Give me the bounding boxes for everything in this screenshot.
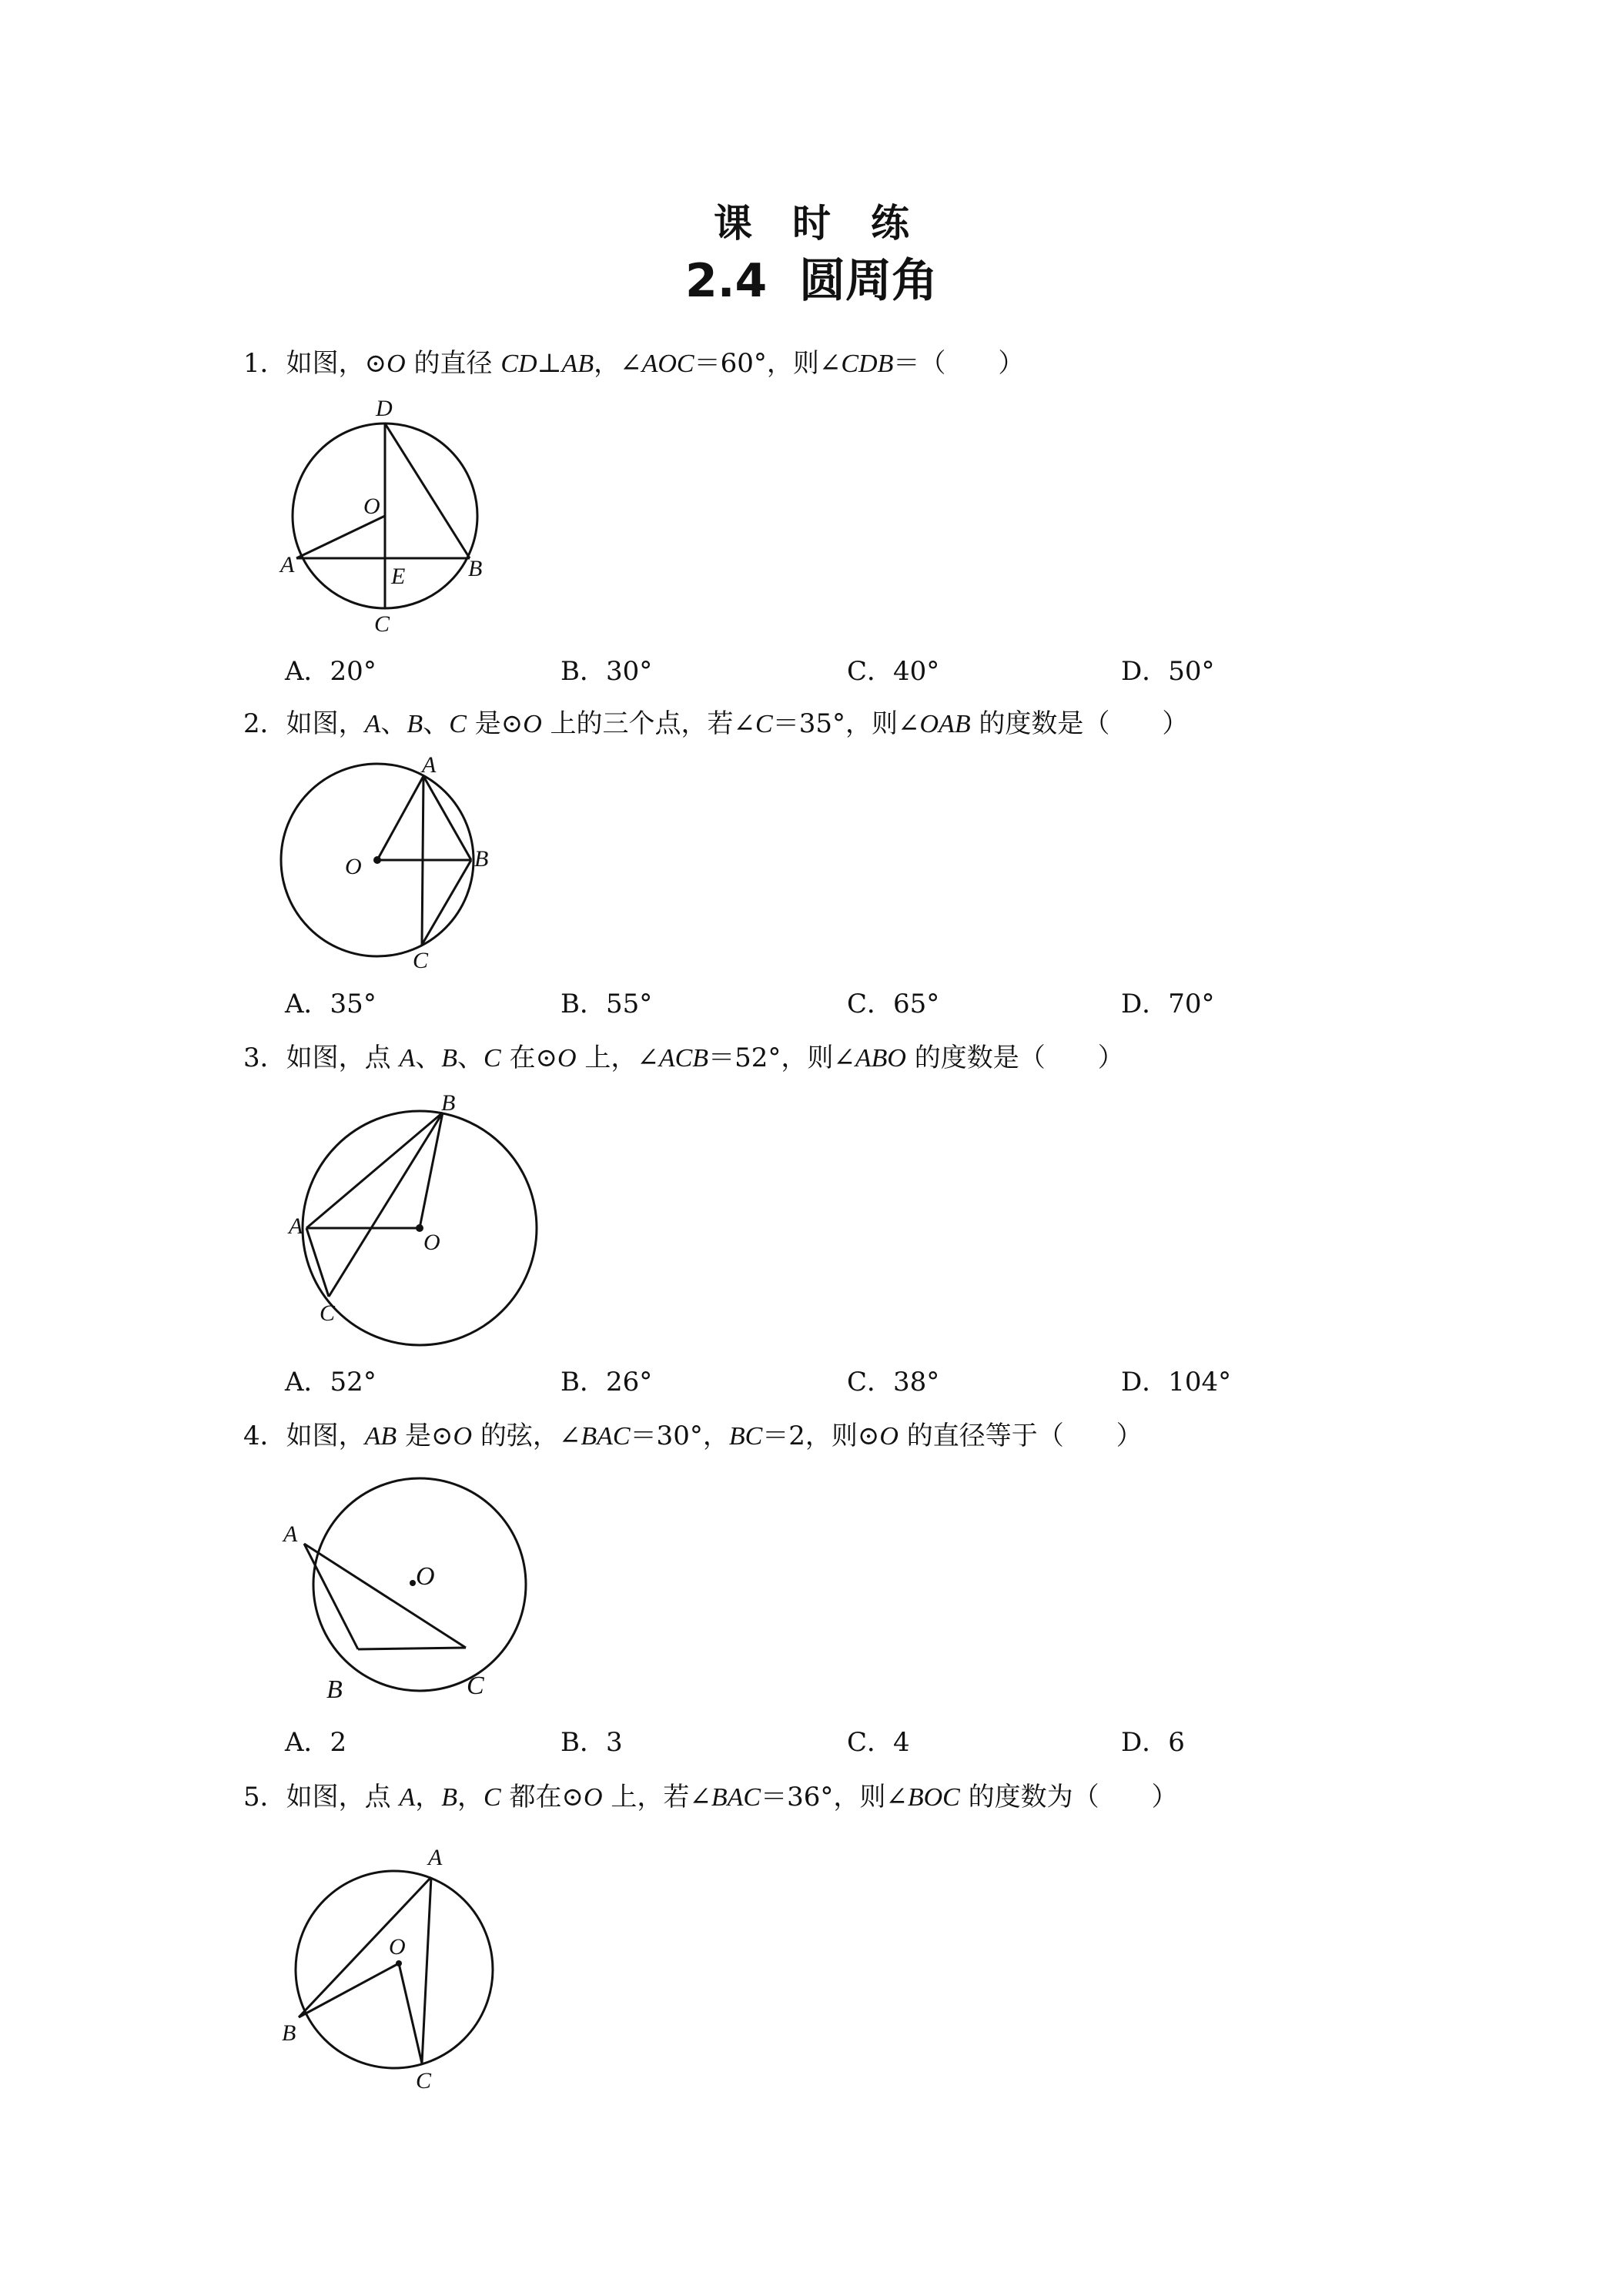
- text-run: 如图，: [286, 708, 365, 739]
- option-a[interactable]: A．35°: [285, 989, 376, 1019]
- text-run: ＝36°，则∠: [761, 1782, 908, 1812]
- math-var: B: [441, 1044, 458, 1073]
- math-var: AB: [364, 1422, 397, 1451]
- text-run: ＝52°，则∠: [708, 1043, 855, 1073]
- text-run: ＝30°，: [630, 1421, 729, 1451]
- label-e: E: [391, 564, 406, 589]
- center-point: [410, 1580, 416, 1586]
- text-run: 的度数是（ ）: [905, 1043, 1124, 1073]
- math-var: O: [879, 1422, 899, 1451]
- question-5-stem: [243, 1780, 1178, 1815]
- text-run: ⊥: [537, 348, 562, 379]
- text-run: 的度数是（ ）: [970, 708, 1189, 739]
- circle-o: [296, 1871, 493, 2068]
- text-run: 、: [415, 1043, 442, 1073]
- math-var: O: [453, 1422, 473, 1451]
- question-2-figure: [269, 751, 508, 974]
- text-run: ＝2，则⊙: [762, 1421, 880, 1451]
- label-c: C: [413, 948, 429, 973]
- math-var: B: [407, 710, 423, 738]
- math-var: BAC: [581, 1422, 631, 1451]
- label-b: B: [282, 2020, 296, 2046]
- label-a: A: [422, 752, 437, 778]
- segment-oa: [377, 776, 423, 860]
- text-run: 如图，点: [286, 1782, 400, 1812]
- option-b[interactable]: B．3: [561, 1727, 623, 1758]
- segment-ob: [299, 1963, 399, 2017]
- math-var: CD: [500, 350, 537, 378]
- title-char: 时: [792, 201, 831, 246]
- math-var: ACB: [658, 1044, 709, 1073]
- math-var: O: [387, 350, 406, 378]
- math-var: O: [557, 1044, 577, 1073]
- option-d[interactable]: D．104°: [1121, 1367, 1232, 1397]
- text-run: 的直径等于（ ）: [898, 1421, 1143, 1451]
- question-3-figure: [281, 1093, 543, 1351]
- lesson-title: 2.4 圆周角: [684, 254, 939, 308]
- text-run: 的度数为（ ）: [959, 1782, 1178, 1812]
- title-char: 课: [714, 201, 752, 246]
- math-var: O: [523, 710, 542, 738]
- option-d[interactable]: D．50°: [1121, 656, 1215, 687]
- math-var: B: [441, 1783, 458, 1812]
- question-4-stem: [243, 1419, 1143, 1454]
- segment-bc: [329, 1113, 443, 1297]
- text-run: 上，若∠: [602, 1782, 711, 1812]
- label-a: A: [280, 552, 295, 577]
- question-number: 3．: [243, 1043, 286, 1073]
- math-var: C: [755, 710, 773, 738]
- segment-bc: [358, 1648, 466, 1649]
- segment-oa: [296, 516, 385, 558]
- segment-ac: [422, 776, 423, 945]
- question-1-stem: [243, 346, 1024, 381]
- text-run: 如图，: [286, 1421, 365, 1451]
- label-b: B: [468, 556, 483, 581]
- segment-db: [385, 423, 470, 558]
- label-c: C: [320, 1300, 336, 1326]
- label-a: A: [428, 1845, 443, 1870]
- math-var: C: [484, 1044, 501, 1073]
- option-c[interactable]: C．65°: [847, 989, 940, 1019]
- label-a: A: [283, 1521, 298, 1547]
- text-run: 如图，⊙: [286, 348, 387, 379]
- label-c: C: [467, 1672, 484, 1700]
- segment-ac: [304, 1544, 466, 1648]
- text-run: ，: [415, 1782, 442, 1812]
- text-run: 、: [380, 708, 407, 739]
- question-3-stem: [243, 1041, 1124, 1076]
- math-var: BC: [728, 1422, 763, 1451]
- math-var: A: [399, 1044, 416, 1073]
- question-2-stem: [243, 707, 1188, 741]
- question-4-figure: [277, 1471, 531, 1709]
- segment-ab: [299, 1877, 431, 2017]
- question-number: 1．: [243, 348, 286, 379]
- text-run: ＝（ ）: [893, 348, 1025, 379]
- text-run: ＝35°，则∠: [772, 708, 920, 739]
- option-a[interactable]: A．52°: [285, 1367, 376, 1397]
- center-point: [396, 1960, 402, 1966]
- math-var: C: [484, 1783, 501, 1812]
- option-b[interactable]: B．30°: [561, 656, 653, 687]
- option-c[interactable]: C．4: [847, 1727, 910, 1758]
- math-var: CDB: [841, 350, 894, 378]
- math-var: A: [399, 1783, 416, 1812]
- math-var: BAC: [711, 1783, 761, 1812]
- text-run: 、: [423, 708, 450, 739]
- text-run: 是⊙: [466, 708, 524, 739]
- text-run: 如图，点: [286, 1043, 400, 1073]
- option-a[interactable]: A．2: [285, 1727, 347, 1758]
- segment-oc: [399, 1963, 422, 2063]
- option-d[interactable]: D．70°: [1121, 989, 1215, 1019]
- label-o: O: [416, 1562, 435, 1591]
- title-char: 练: [871, 201, 909, 246]
- math-var: BOC: [907, 1783, 960, 1812]
- label-b: B: [441, 1093, 456, 1116]
- label-d: D: [376, 396, 393, 421]
- center-point: [373, 856, 381, 864]
- math-var: ABO: [855, 1044, 906, 1073]
- text-run: 、: [457, 1043, 484, 1073]
- text-run: ，: [457, 1782, 484, 1812]
- option-c[interactable]: C．38°: [847, 1367, 940, 1397]
- center-point: [416, 1224, 423, 1232]
- text-run: 上的三个点，若∠: [541, 708, 756, 739]
- text-run: 的弦，∠: [472, 1421, 581, 1451]
- text-run: 都在⊙: [500, 1782, 584, 1812]
- option-a[interactable]: A．20°: [285, 656, 376, 687]
- segment-ab: [304, 1544, 358, 1649]
- text-run: 的直径: [405, 348, 501, 379]
- math-var: O: [584, 1783, 603, 1812]
- math-var: A: [364, 710, 381, 738]
- option-c[interactable]: C．40°: [847, 656, 940, 687]
- text-run: 上，∠: [576, 1043, 659, 1073]
- label-o: O: [345, 854, 362, 879]
- label-c: C: [374, 611, 390, 637]
- question-5-figure: [277, 1832, 508, 2094]
- segment-ac: [422, 1877, 431, 2063]
- label-b: B: [474, 846, 489, 872]
- text-run: ，∠: [594, 348, 642, 379]
- text-run: ＝60°，则∠: [694, 348, 842, 379]
- label-o: O: [423, 1230, 440, 1255]
- math-var: AB: [561, 350, 594, 378]
- text-run: 是⊙: [397, 1421, 453, 1451]
- label-o: O: [389, 1934, 406, 1960]
- question-1-figure: [269, 393, 500, 647]
- math-var: OAB: [919, 710, 971, 738]
- question-number: 2．: [243, 708, 286, 739]
- label-o: O: [363, 494, 380, 519]
- option-b[interactable]: B．55°: [561, 989, 653, 1019]
- math-var: C: [449, 710, 467, 738]
- math-var: AOC: [641, 350, 694, 378]
- question-number: 5．: [243, 1782, 286, 1812]
- question-number: 4．: [243, 1421, 286, 1451]
- label-b: B: [326, 1675, 343, 1704]
- label-c: C: [416, 2068, 432, 2094]
- option-d[interactable]: D．6: [1121, 1727, 1185, 1758]
- text-run: 在⊙: [500, 1043, 557, 1073]
- label-a: A: [289, 1213, 303, 1239]
- worksheet-title: [0, 196, 1623, 250]
- option-b[interactable]: B．26°: [561, 1367, 653, 1397]
